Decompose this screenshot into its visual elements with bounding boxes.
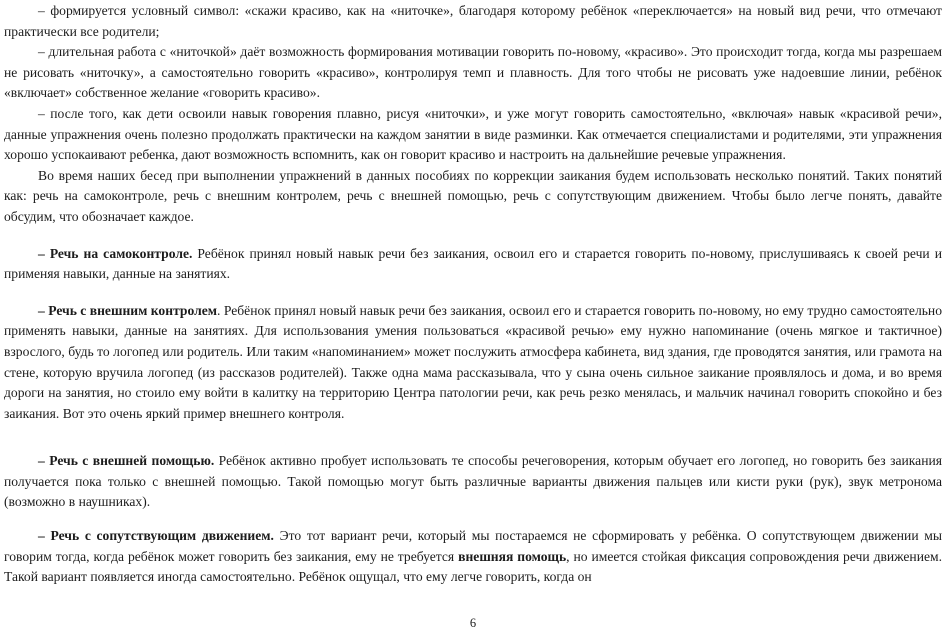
term-heading: – Речь с внешней помощью. <box>38 453 215 469</box>
paragraph-conditional-symbol <box>4 1 942 42</box>
term-heading: – Речь с сопутствующим движением. <box>38 528 274 544</box>
paragraph-text: – после того, как дети освоили навык говорения плавно, рисуя «ниточки», и уже могут говорить самостоятельно, «включая» навык «красивой речи», данные упражнения очень полезно продолжать практически на каждом занятии в виде разминки. Как отмечается специалистами и родителями, эти упражнения хорошо успокаивают ребенка, дают возможность вспомнить, как он говорит красиво и настроить на дальнейшие речевые упражнения. <box>4 105 942 163</box>
term-heading: – Речь на самоконтроле. <box>38 245 193 261</box>
paragraph-text: Во время наших бесед при выполнении упражнений в данных пособиях по коррекции заикания будем использовать несколько понятий. Таких понятий как: речь на самоконтроле, речь с внешним контролем, речь с внешней помощью, речь с сопутствующим движением. Чтобы было легче понять, давайте обсудим, что обозначает каждое. <box>4 167 942 224</box>
paragraph-text: Ребёнок принял новый навык речи без заикания, освоил его и старается говорить по-новому, прислушиваясь к своей речи и применяя навыки, данные на занятиях. <box>4 245 942 282</box>
paragraph-text: – формируется условный символ: «скажи красиво, как на «ниточке», благодаря которому ребёнок «переключается» на новый вид речи, что отмечают практически все родители; <box>4 3 942 39</box>
paragraph-accompanying-movement <box>4 526 942 588</box>
paragraph-text: Это тот вариант речи, который мы постараемся не сформировать у ребёнка. О сопутствующем движении мы говорим тогда, когда ребёнок может говорить без заикания, ему не требуется <box>4 528 943 564</box>
term-heading: – Речь с внешним контролем <box>38 302 218 318</box>
paragraph-external-help <box>4 451 942 513</box>
paragraph-motivation <box>4 42 942 104</box>
paragraph-text: , но имеется стойкая фиксация сопровождения речи движением. Такой вариант появляется иногда самостоятельно. Ребёнок ощущал, что ему легче говорить, когда он <box>4 548 943 585</box>
paragraph-self-control <box>4 244 942 285</box>
emphasis: внешняя помощь <box>458 548 567 564</box>
page-number: 6 <box>469 616 477 630</box>
paragraph-text: – длительная работа с «ниточкой» даёт возможность формирования мотивации говорить по-новому, «красиво». Это происходит тогда, когда мы разрешаем не рисовать «ниточку», а самостоятельно говорить «красиво», контролируя темп и плавность. Для того чтобы не рисовать уже надоевшие линии, ребёнок «включает» собственное желание «говорить красиво». <box>4 44 942 101</box>
paragraph-external-control <box>4 301 942 425</box>
paragraph-text: Ребёнок активно пробует использовать те способы речеговорения, которым обучает его логопед, но говорить без заикания получается пока только с внешней помощью. Такой помощью могут быть различные варианты движения пальцев или кисти руки (рук), звук метронома (возможно в наушниках). <box>4 453 942 510</box>
document-page <box>4 1 942 588</box>
paragraph-warmup <box>4 104 942 166</box>
paragraph-text: . Ребёнок принял новый навык речи без заикания, освоил его и старается говорить по-новому, но ему трудно самостоятельно применять навыки, данные на занятиях. Для использования умения пользоваться «красивой речью» ему нужно напоминание (очень мягкое и тактичное) взрослого, будь то логопед или родитель. Или таким «напоминанием» может послужить атмосфера кабинета, вид здания, где проводятся занятия, или грамота на стене, которую вручила логопед (из рассказов родителей). Также одна мама рассказывала, что у сына очень сильное заикание проявлялось и дома, и во время дороги на занятия, но стоило ему войти в калитку на территорию Центра патологии речи, как речь резко менялась, и мальчик начинал говорить спокойно и без заикания. Вот это очень яркий пример внешнего контроля. <box>4 302 942 421</box>
paragraph-concepts-intro <box>4 166 942 228</box>
